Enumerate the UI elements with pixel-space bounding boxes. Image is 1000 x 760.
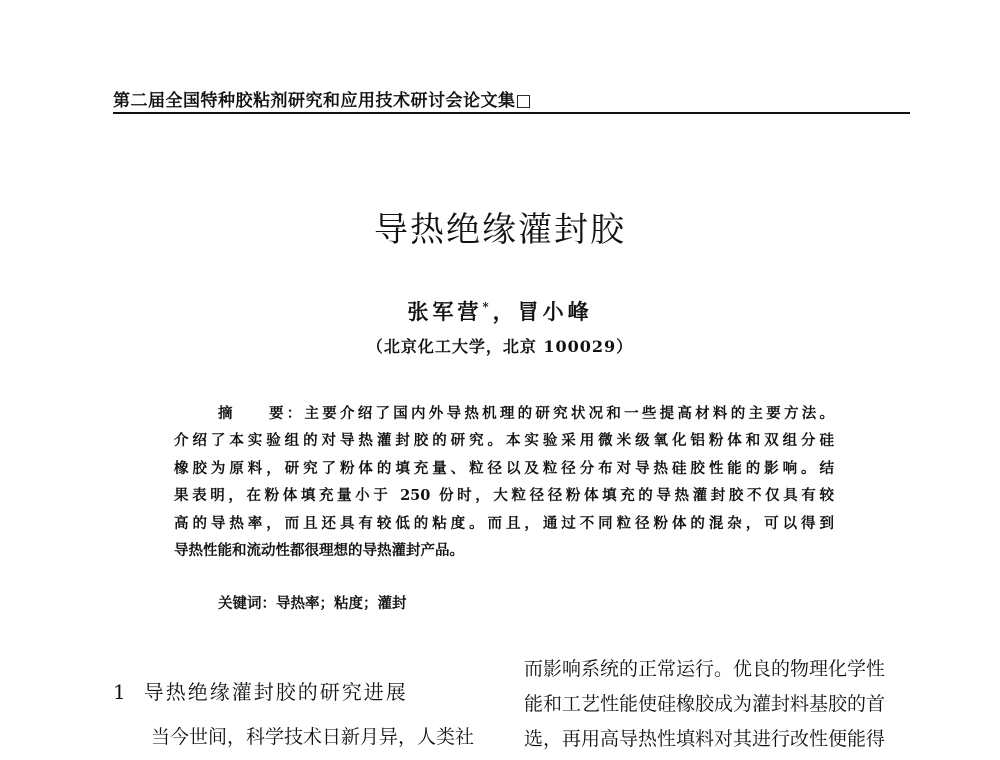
authors — [0, 296, 1000, 326]
body-right-column — [524, 652, 912, 757]
abstract-line-6: 导热性能和流动性都很理想的导热灌封产品。 — [174, 542, 464, 560]
author-2: 冒小峰 — [517, 299, 593, 324]
section-title: 导热绝缘灌封胶的研究进展 — [143, 680, 408, 704]
abstract-line-3: 橡胶为原料，研究了粉体的填充量、粒径以及粒径分布对导热硅胶性能的影响。结 — [174, 459, 834, 477]
paper-title: 导热绝缘灌封胶 — [374, 210, 626, 250]
abstract — [174, 400, 834, 564]
author-1: 张军营 — [407, 299, 483, 324]
author-separator: ， — [492, 299, 518, 324]
running-header: 第二届全国特种胶粘剂研究和应用技术研讨会论文集□ — [113, 91, 533, 111]
abstract-line-2: 介绍了本实验组的对导热灌封胶的研究。本实验采用微米级氧化铝粉体和双组分硅 — [174, 432, 834, 450]
abstract-text-1: 主要介绍了国内外导热机理的研究状况和一些提高材料的主要方法。 — [304, 405, 834, 422]
keywords: 关键词：导热率；粘度；灌封 — [218, 595, 407, 612]
affiliation: （北京化工大学，北京 100029） — [366, 337, 634, 356]
section-number: 1 — [113, 680, 128, 704]
abstract-label: 摘 要： — [218, 405, 305, 422]
section-heading — [113, 676, 408, 705]
header-rule — [113, 112, 910, 114]
body-right-line-1: 而影响系统的正常运行。优良的物理化学性 — [524, 658, 886, 680]
body-right-line-3: 选，再用高导热性填料对其进行改性便能得 — [524, 728, 886, 750]
corresponding-mark: * — [482, 300, 493, 314]
abstract-line-5: 高的导热率，而且还具有较低的粘度。而且，通过不同粒径粉体的混杂，可以得到 — [174, 514, 834, 532]
body-left-line-1: 当今世间，科学技术日新月异，人类社 — [151, 726, 475, 748]
abstract-line-4: 果表明，在粉体填充量小于 250 份时，大粒径径粉体填充的导热灌封胶不仅具有较 — [174, 487, 834, 505]
body-right-line-2: 能和工艺性能使硅橡胶成为灌封料基胶的首 — [524, 693, 886, 715]
body-left-column — [113, 722, 491, 749]
abstract-line-1 — [174, 400, 834, 427]
